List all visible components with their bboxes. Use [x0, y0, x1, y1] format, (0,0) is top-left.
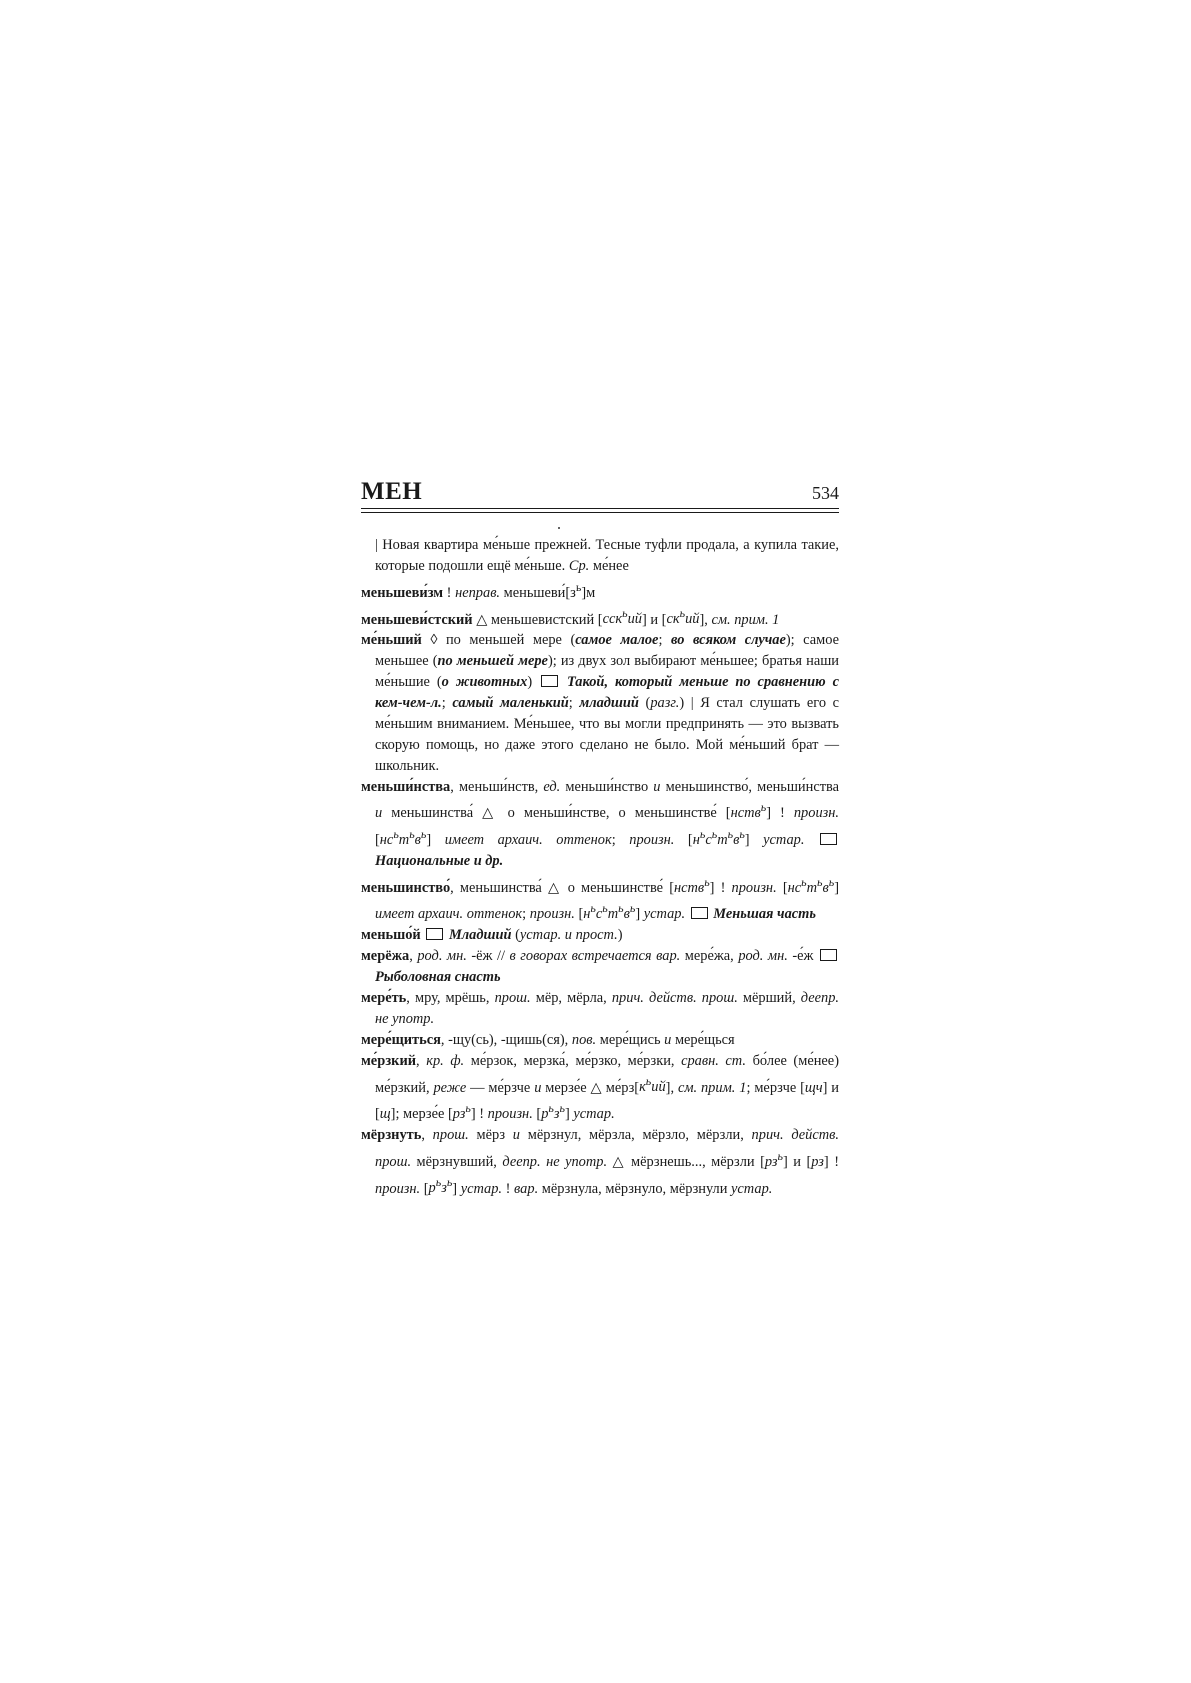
- entry-merezha: мерёжа, род. мн. -ёж // в говорах встречается вар. мере́жа, род. мн. -е́ж Рыболовная снасть: [361, 946, 839, 988]
- entry-menshevizm: меньшеви́зм ! неправ. $меньшеви́[з^ь]м$: [361, 579, 596, 601]
- definition-box-icon: [541, 675, 558, 687]
- entry-merznut: мёрзнуть, прош. мёрз и мёрзнул, мёрзла, мёрзло, мёрзли, прич. действ. прош. мёрзнувший, деепр. не употр. △ мёрзнешь..., мёрзли $[рз^ь]$ и [рз] ! произн. $[р^ьз^ь]$ устар. ! вар. мёрзнула, мёрзнуло, мёрзнули устар.: [361, 1126, 839, 1197]
- entry-menshevistskiy: меньшеви́стский △ меньшевистский [сск$^ь$ий] и $[ск^ьий]$, см. прим. 1: [361, 606, 780, 628]
- entry-mereshchitsya: мере́щиться, -щу(сь), -щишь(ся), пов. мере́щись и мере́щься: [361, 1031, 735, 1048]
- running-head: МЕН: [361, 478, 423, 505]
- definition-box-icon: [691, 907, 708, 919]
- entry-menshinstvo: меньшинство́, меньшинства́ △ о меньшинстве́ [нств$^ь$] ! произн. $[нс^ьт^ьв^ь]$ имеет архаич. оттенок; произн. $[н^ьс^ьт^ьв^ь]$ устар. Меньшая часть: [361, 874, 839, 923]
- entry-merzkiy: ме́рзкий, кр. ф. ме́рзок, мерзка́, ме́рзко, ме́рзки, сравн. ст. бо́лее (ме́нее) ме́рзкий, реже — ме́рзче и мерзе́е △ $ме́рз[к^ьий]$, см. прим. 1; ме́рзче [щч] и [щ]; мерзе́е $[рз^ь]$ ! произн. $[р^ьз^ь]$ устар.: [361, 1052, 840, 1123]
- definition-box-icon: [820, 949, 837, 961]
- entry-meret: мере́ть, мру, мрёшь, прош. мёр, мёрла, прич. действ. прош. мёрший, деепр. не употр.: [361, 989, 839, 1027]
- print-speck: [558, 527, 560, 529]
- page-number: 534: [812, 483, 839, 503]
- page-header: [361, 478, 839, 509]
- entry-menshinstva: меньши́нства, меньши́нств, ед. меньши́нство и меньшинство́, меньши́нства и меньшинства́ △ о меньши́нстве, о меньшинстве́ [нств$^ь$] ! произн. $[нс^ьт^ьв^ь]$ имеет архаич. оттенок; произн. $[н^ьс^ьт^ьв^ь]$ устар. Национальные и др.: [361, 778, 839, 869]
- dictionary-entries: [361, 535, 839, 1199]
- definition-box-icon: [820, 833, 837, 845]
- definition-box-icon: [426, 928, 443, 940]
- entry-menshiy: ме́ньший ◊ по меньшей мере (самое малое; во всяком случае); самое меньшее (по меньшей мере); из двух зол выбирают ме́ньшее; братья наши ме́ньшие (о животных) Такой, который меньше по сравнению с кем-чем-л.; самый маленький; младший (разг.) | Я стал слушать его с ме́ньшим вниманием. Ме́ньшее, что вы могли предпринять — это вызвать скорую помощь, но даже этого сделано не было. Мой ме́ньший брат — школьник.: [361, 632, 839, 774]
- dictionary-page: [361, 478, 840, 1197]
- entry-menshoy: меньшо́й Младший (устар. и прост.): [361, 927, 623, 944]
- entry-cont-menshe: | Новая квартира ме́ньше прежней. Тесные туфли продала, а купила такие, которые подошли ещё ме́ньше. Ср. ме́нее: [375, 537, 839, 574]
